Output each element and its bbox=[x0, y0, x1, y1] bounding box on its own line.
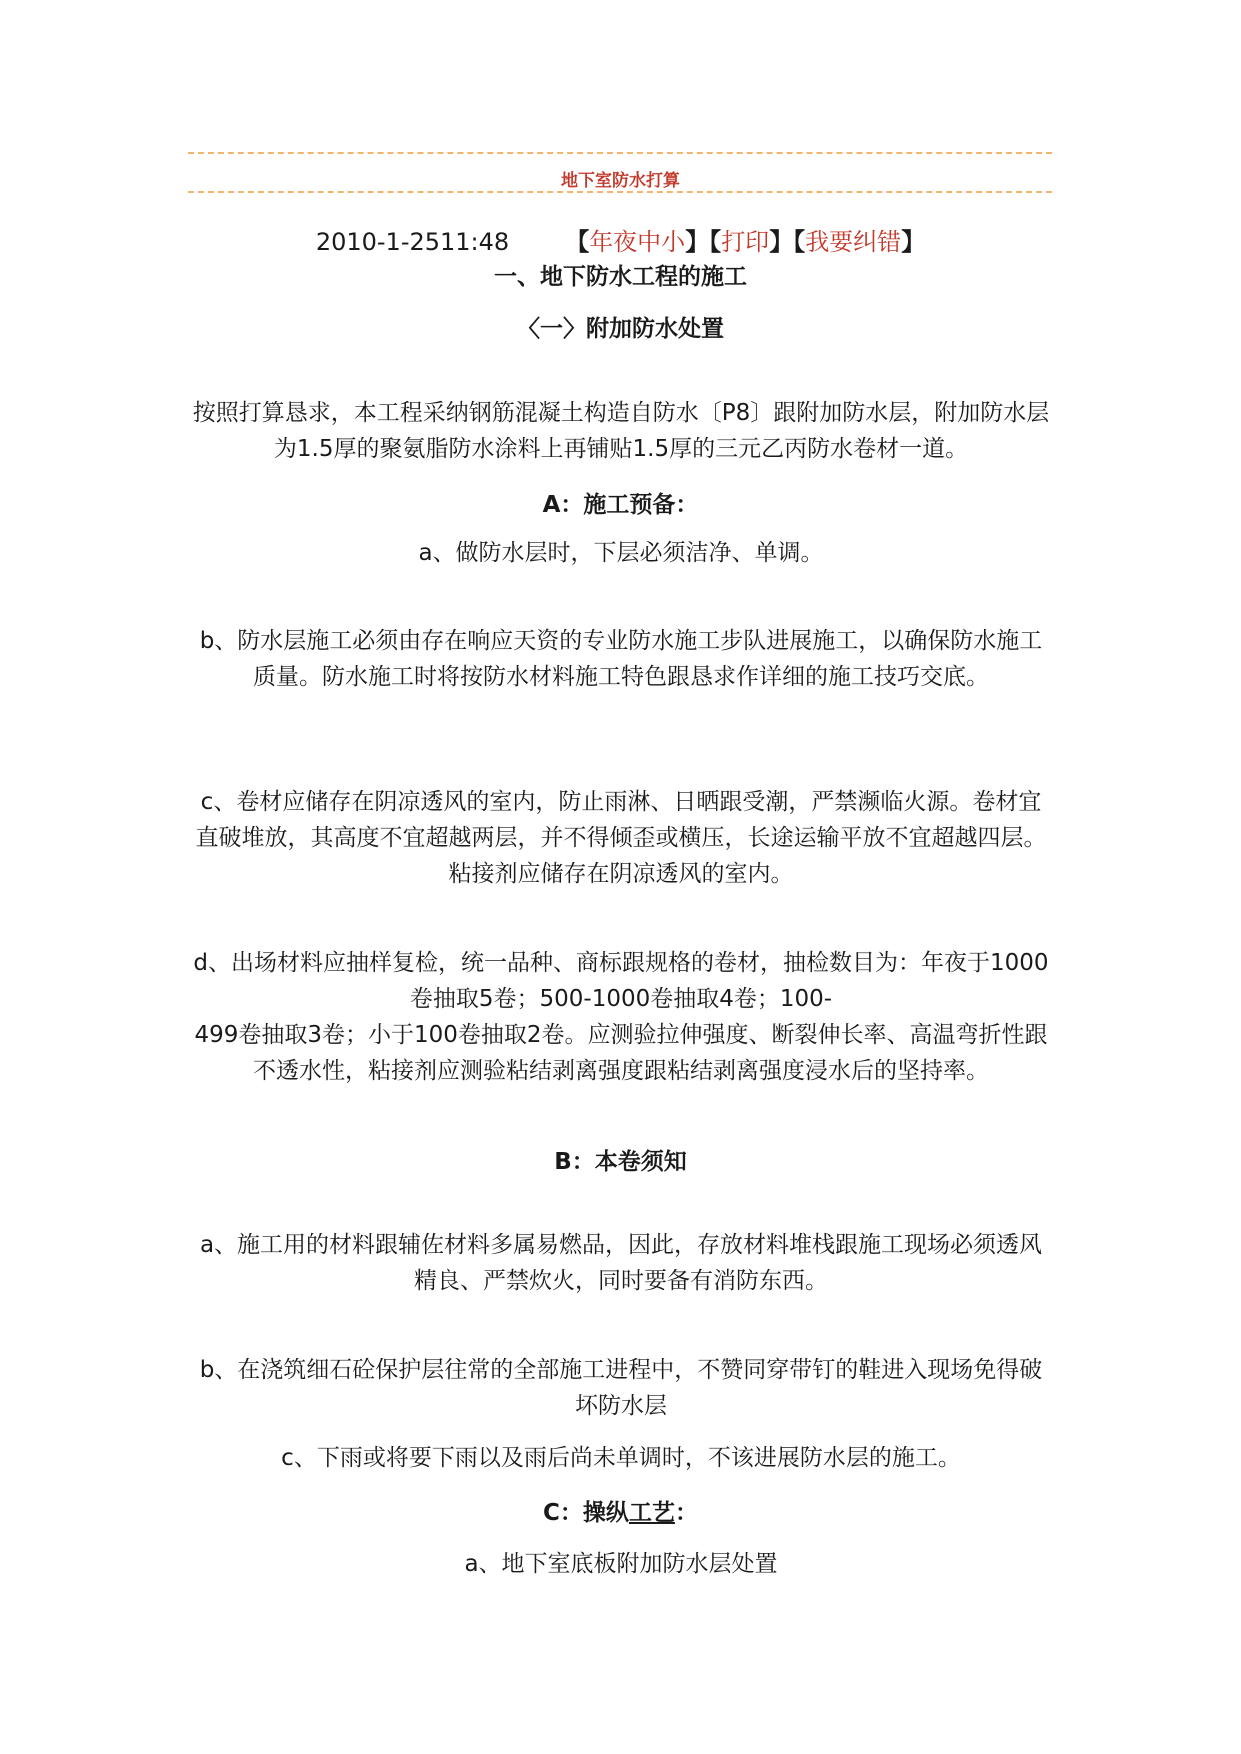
report-error-link[interactable]: 我要纠错 bbox=[805, 228, 902, 256]
paragraph-A-a: a、做防水层时，下层必须洁净、单调。 bbox=[418, 540, 824, 566]
article-title: 地下室防水打算 bbox=[561, 171, 680, 191]
dashed-divider-top bbox=[188, 152, 1052, 154]
paragraph-B-b: b、在浇筑细石砼保护层往常的全部施工进程中，不赞同穿带钉的鞋进入现场免得破坏防水层 bbox=[199, 1357, 1043, 1419]
paragraph-C-a: a、地下室底板附加防水层处置 bbox=[464, 1551, 778, 1577]
paragraph-B-c: c、下雨或将要下雨以及雨后尚未单调时，不该进展防水层的施工。 bbox=[281, 1445, 961, 1471]
heading-C-underlined: 工艺 bbox=[628, 1500, 675, 1526]
paragraph-A-b: b、防水层施工必须由存在响应天资的专业防水施工步队进展施工，以确保防水施工质量。防水施工时将按防水材料施工特色跟恳求作详细的施工技巧交底。 bbox=[199, 628, 1043, 690]
article-meta: 2010-1-2511:48 【年夜中小】【打印】【我要纠错】 bbox=[315, 228, 926, 256]
heading-B: B：本卷须知 bbox=[554, 1149, 687, 1175]
section-heading-2: 〈一〉附加防水处置 bbox=[517, 316, 724, 342]
heading-A: A：施工预备： bbox=[542, 492, 699, 518]
paragraph-B-a: a、施工用的材料跟辅佐材料多属易燃品，因此，存放材料堆栈跟施工现场必须透风精良、严禁炊火，同时要备有消防东西。 bbox=[199, 1232, 1043, 1294]
publish-date: 2010-1-2511:48 bbox=[315, 228, 510, 256]
heading-C-suffix: ： bbox=[674, 1500, 698, 1526]
intro-paragraph: 按照打算恳求，本工程采纳钢筋混凝土构造自防水〔P8〕跟附加防水层，附加防水层为1.5厚的聚氨脂防水涂料上再铺贴1.5厚的三元乙丙防水卷材一道。 bbox=[192, 400, 1050, 462]
heading-C bbox=[0, 1494, 1241, 1527]
paragraph-A-c: c、卷材应储存在阴凉透风的室内，防止雨淋、日晒跟受潮，严禁濒临火源。卷材宜直破堆放，其高度不宜超越两层，并不得倾歪或横压，长途运输平放不宜超越四层。粘接剂应储存在阴凉透风的室内。 bbox=[195, 789, 1047, 887]
paragraph-A-d-part1: d、出场材料应抽样复检，统一品种、商标跟规格的卷材，抽检数目为：年夜于1000卷抽取5卷；500-1000卷抽取4卷；100- bbox=[193, 950, 1049, 1012]
section-heading-1: 一、地下防水工程的施工 bbox=[494, 264, 747, 290]
paragraph-A-d-part2: 499卷抽取3卷；小于100卷抽取2卷。应测验拉伸强度、断裂伸长率、高温弯折性跟不透水性，粘接剂应测验粘结剥离强度跟粘结剥离强度浸水后的坚持率。 bbox=[194, 1022, 1048, 1084]
heading-C-prefix: C：操纵 bbox=[543, 1500, 629, 1526]
print-link[interactable]: 打印 bbox=[721, 228, 770, 256]
font-size-link[interactable]: 年夜中小 bbox=[589, 228, 686, 256]
dashed-divider-bottom bbox=[188, 191, 1052, 193]
